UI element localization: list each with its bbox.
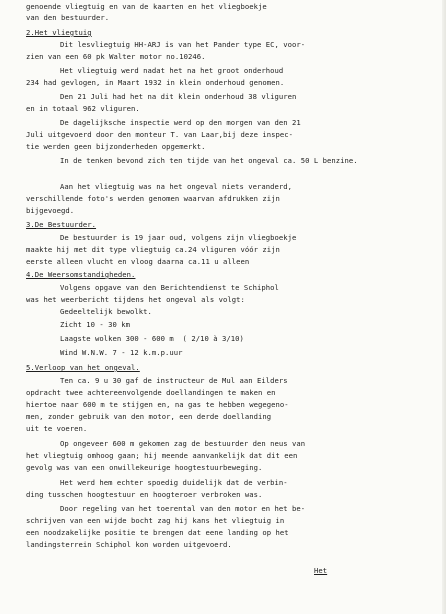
text-line: verschillende foto's werden genomen waarvan afdrukken zijn — [26, 194, 280, 203]
text-line: eerste alleen vlucht en vloog daarna ca.11 u alleen — [26, 257, 250, 266]
section-heading-verloop: 5.Verloop van het ongeval. — [26, 363, 140, 372]
text-line: was het weerbericht tijdens het ongeval als volgt: — [26, 295, 245, 304]
text-line: Op ongeveer 600 m gekomen zag de bestuurder den neus van — [60, 439, 306, 448]
text-line: een noodzakelijke positie te brengen dat eene landing op het — [26, 528, 289, 537]
text-line: Aan het vliegtuig was na het ongeval niets veranderd, — [60, 182, 292, 191]
text-line: het vliegtuig omhoog gaan; hij meende aanvankelijk dat dit een — [26, 451, 298, 460]
text-line: maakte hij met dit type vliegtuig ca.24 vliguren vóór zijn — [26, 245, 280, 254]
text-line: uit te voeren. — [26, 424, 88, 433]
section-heading-vliegtuig: 2.Het vliegtuig — [26, 28, 92, 37]
text-line: schrijven van een wijde bocht zag hij kans het vliegtuig in — [26, 516, 285, 525]
text-line: Dit lesvliegtuig HH-ARJ is van het Pander type EC, voor- — [60, 40, 306, 49]
text-line: men, zonder gebruik van den motor, een derde doellanding — [26, 412, 272, 421]
text-line: Ten ca. 9 u 30 gaf de instructeur de Mul aan Eilders — [60, 376, 288, 385]
text-line: Het vliegtuig werd nadat het na het groot onderhoud — [60, 66, 284, 75]
weather-item: Zicht 10 - 30 km — [60, 320, 131, 329]
text-line: Door regeling van het toerental van den motor en het be- — [60, 504, 306, 513]
section-heading-weersomstandigheden: 4.De Weersomstandigheden. — [26, 270, 136, 279]
section-heading-bestuurder: 3.De Bestuurder. — [26, 220, 97, 229]
text-line: en in totaal 962 vliguren. — [26, 104, 140, 113]
text-line: gevolg was van een onwillekeurige hoogtestuurbeweging. — [26, 463, 263, 472]
text-line: Juli uitgevoerd door den monteur T. van Laar,bij deze inspec- — [26, 130, 294, 139]
scan-edge — [442, 0, 446, 614]
text-line: Het werd hem echter spoedig duidelijk dat de verbin- — [60, 478, 288, 487]
text-line: Den 21 Juli had het na dit klein onderhoud 38 vliguren — [60, 92, 297, 101]
text-line: In de tenken bevond zich ten tijde van het ongeval ca. 50 L benzine. — [60, 156, 358, 165]
text-line: hiertoe naar 600 m te stijgen en, na gas te hebben wegegeno- — [26, 400, 289, 409]
text-line: De dagelijksche inspectie werd op den morgen van den 21 — [60, 118, 301, 127]
text-line: zien van een 60 pk Walter motor no.10246. — [26, 52, 206, 61]
text-line: De bestuurder is 19 jaar oud, volgens zijn vliegboekje — [60, 233, 297, 242]
text-line: ding tusschen hoogtestuur en hoogteroer verbroken was. — [26, 490, 263, 499]
text-line: bijgevoegd. — [26, 206, 75, 215]
page-catchword: Het — [314, 566, 328, 575]
text-line: 234 had gevlogen, in Maart 1932 in klein onderhoud genomen. — [26, 78, 285, 87]
weather-item: Wind W.N.W. 7 - 12 k.m.p.uur — [60, 348, 183, 357]
text-line: landingsterrein Schiphol kon worden uitgevoerd. — [26, 540, 232, 549]
weather-item: Gedeeltelijk bewolkt. — [60, 307, 152, 316]
text-line: opdracht twee achtereenvolgende doellandingen te maken en — [26, 388, 276, 397]
text-line: Volgens opgave van den Berichtendienst te Schiphol — [60, 283, 279, 292]
text-line: tie werden geen bijzonderheden opgemerkt. — [26, 142, 206, 151]
text-line: genoende vliegtuig en van de kaarten en het vliegboekje — [26, 2, 267, 11]
weather-item: Laagste wolken 300 - 600 m ( 2/10 à 3/10) — [60, 334, 244, 343]
text-line: van den bestuurder. — [26, 13, 110, 22]
